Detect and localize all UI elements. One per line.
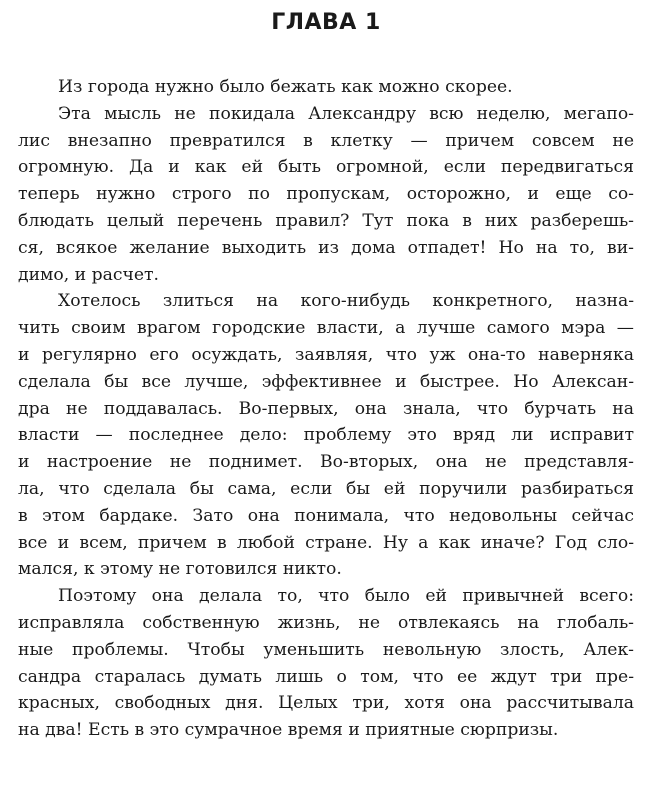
text-line: мался, к этому не готовился никто. [18, 559, 342, 580]
text-line: ные проблемы. Чтобы уменьшить невольную злость, Алек- [18, 639, 634, 660]
book-page [18, 8, 634, 788]
text-line: Хотелось злиться на кого-нибудь конкретного, назна- [58, 291, 634, 312]
text-line: Поэтому она делала то, что было ей привычней всего: [58, 586, 634, 607]
text-line: власти — последнее дело: проблему это вряд ли исправит [18, 425, 634, 446]
paragraph-1 [18, 74, 634, 101]
text-line: ла, что сделала бы сама, если бы ей поручили разбираться [18, 478, 634, 499]
text-line: на два! Есть в это сумрачное время и приятные сюрпризы. [18, 720, 559, 741]
text-line: чить своим врагом городские власти, а лучше самого мэра — [18, 318, 634, 339]
text-line: огромную. Да и как ей быть огромной, если передвигаться [18, 157, 634, 178]
text-line: блюдать целый перечень правил? Тут пока в них разберешь- [18, 210, 634, 231]
paragraph-2 [18, 101, 634, 289]
text-line: Эта мысль не покидала Александру всю неделю, мегапо- [58, 103, 634, 124]
text-line: в этом бардаке. Зато она понимала, что недовольны сейчас [18, 505, 634, 526]
text-line: лис внезапно превратился в клетку — причем совсем не [18, 130, 634, 151]
text-line: ся, всякое желание выходить из дома отпадет! Но на то, ви- [18, 237, 634, 258]
chapter-body [18, 74, 634, 744]
text-line: исправляла собственную жизнь, не отвлекаясь на глобаль- [18, 612, 634, 633]
text-line: все и всем, причем в любой стране. Ну а как иначе? Год сло- [18, 532, 634, 553]
text-line: красных, свободных дня. Целых три, хотя она рассчитывала [18, 693, 634, 714]
text-line: теперь нужно строго по пропускам, осторожно, и еще со- [18, 184, 634, 205]
text-line: и настроение не поднимет. Во-вторых, она не представля- [18, 452, 634, 473]
text-line: Из города нужно было бежать как можно скорее. [58, 77, 513, 97]
text-line: и регулярно его осуждать, заявляя, что уж она-то наверняка [18, 344, 634, 365]
paragraph-4 [18, 583, 634, 744]
text-line: димо, и расчет. [18, 264, 159, 285]
text-line: дра не поддавалась. Во-первых, она знала, что бурчать на [18, 398, 634, 419]
paragraph-3 [18, 288, 634, 583]
text-line: сандра старалась думать лишь о том, что ее ждут три пре- [18, 666, 634, 687]
text-line: сделала бы все лучше, эффективнее и быстрее. Но Алексан- [18, 371, 634, 392]
chapter-title: ГЛАВА 1 [271, 10, 381, 35]
